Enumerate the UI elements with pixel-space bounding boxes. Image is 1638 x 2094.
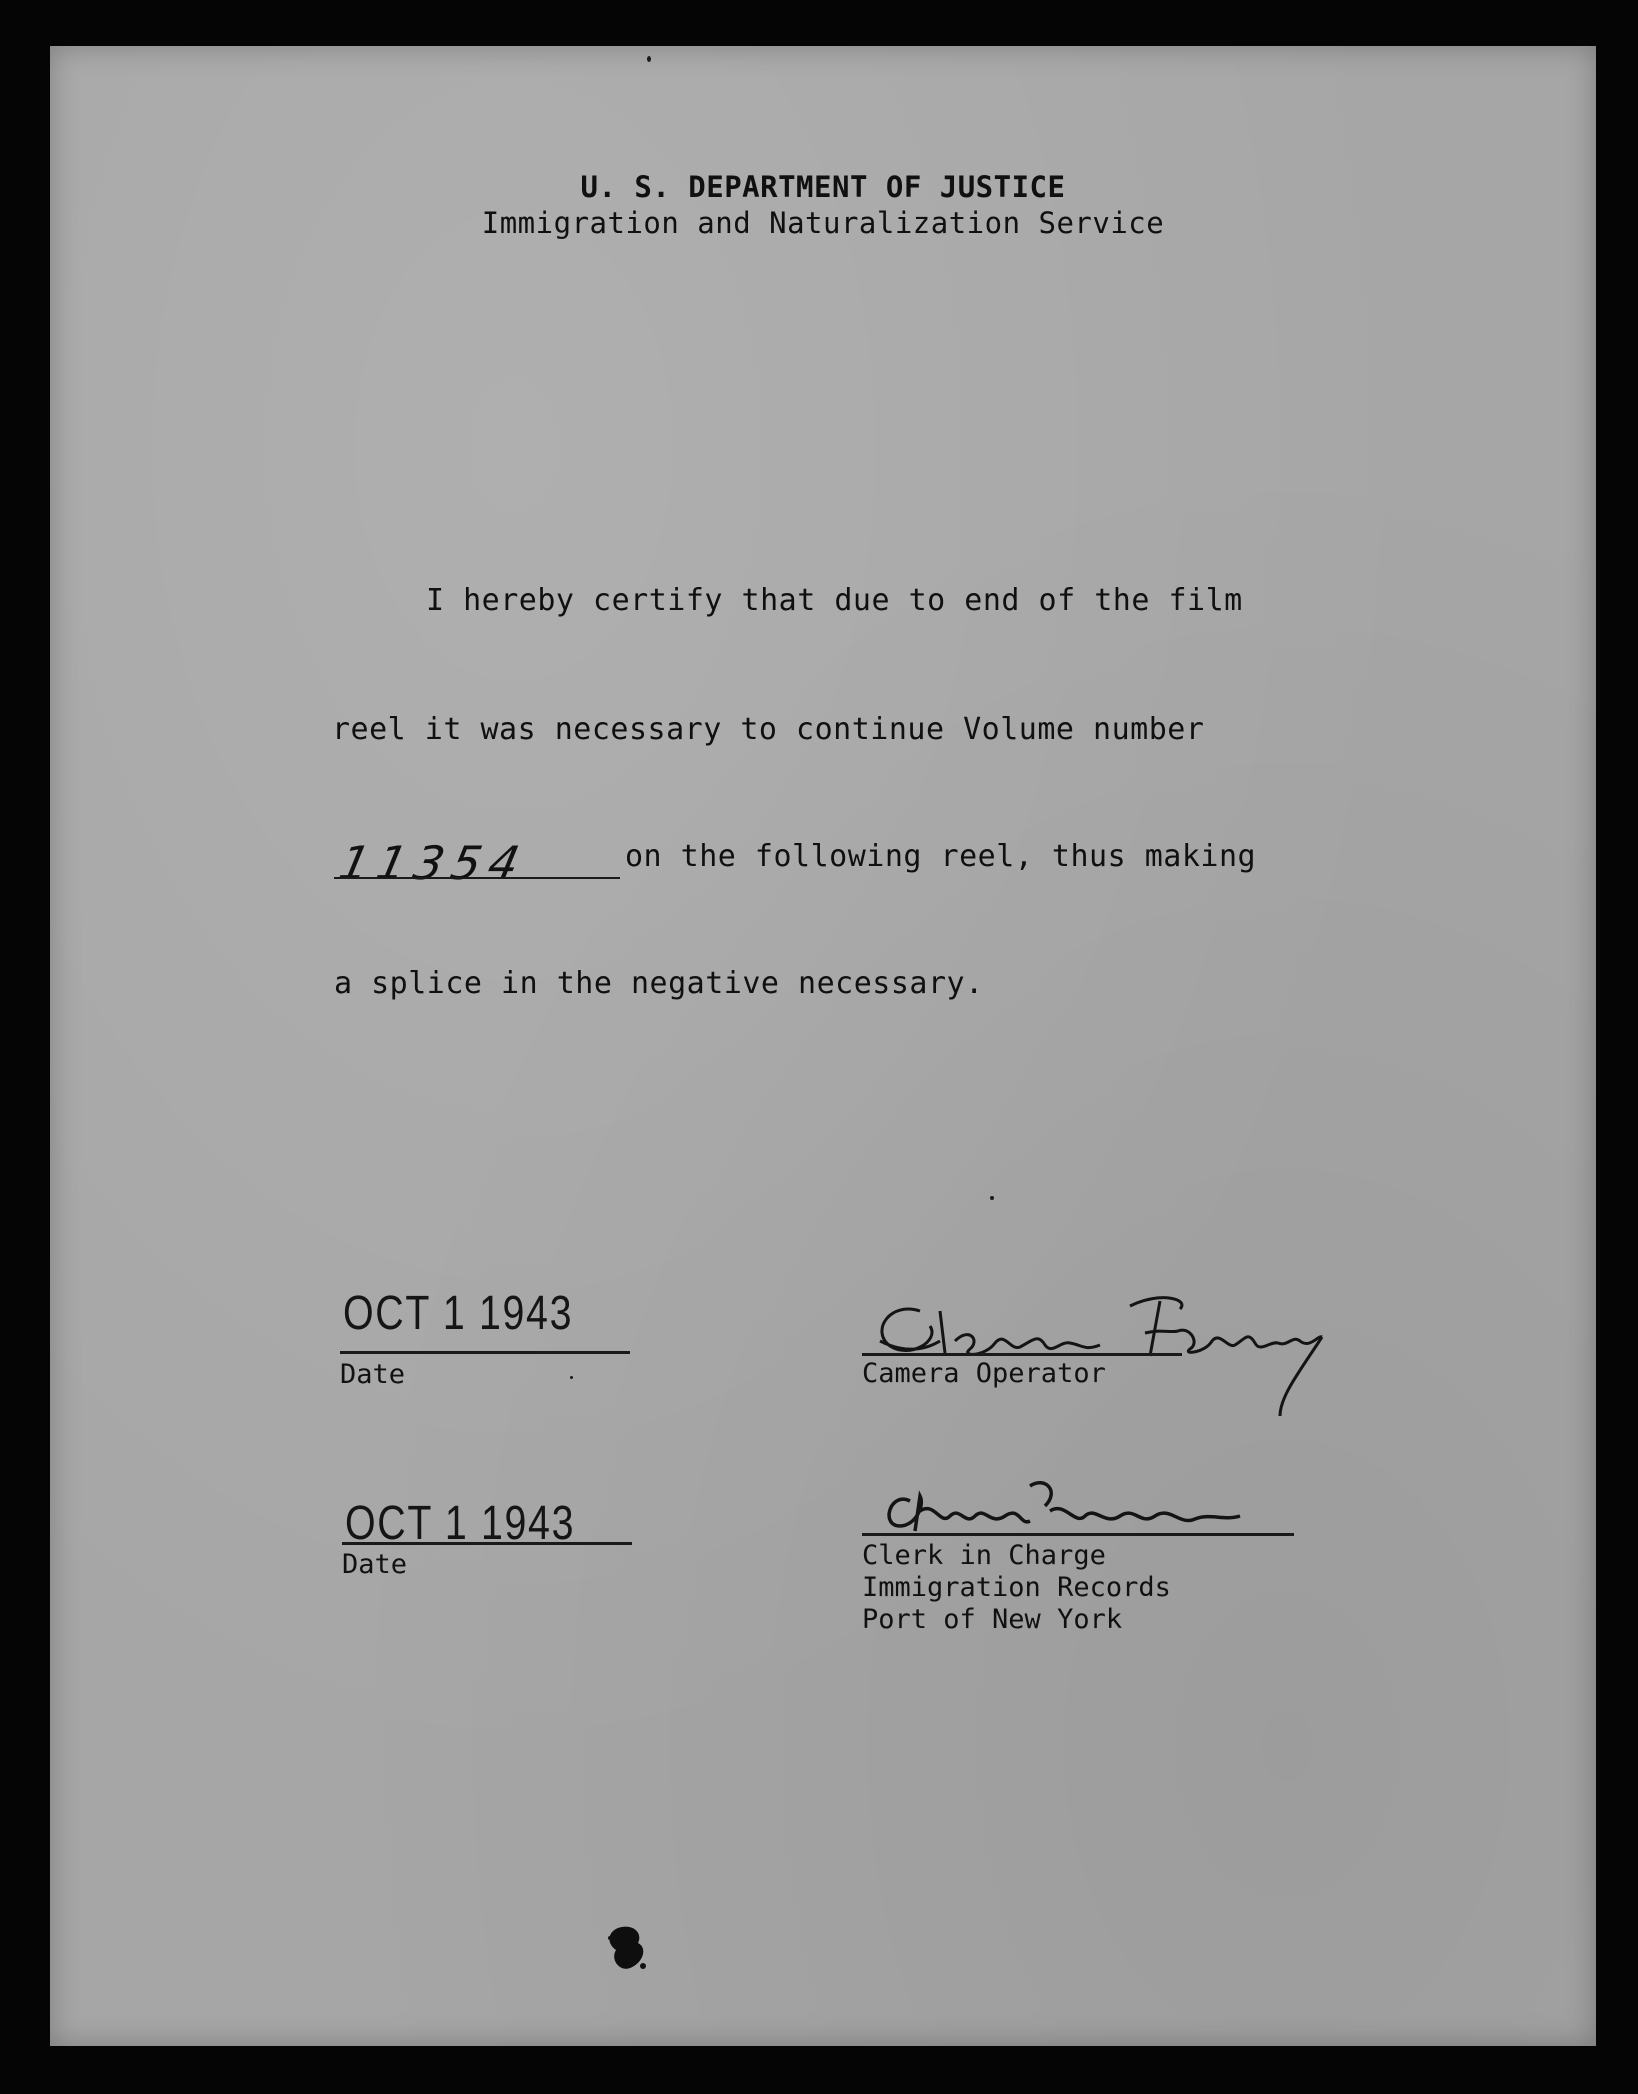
- certification-line-3: on the following reel, thus making: [625, 839, 1257, 874]
- clerk-title-line-3: Port of New York: [862, 1604, 1123, 1635]
- department-heading: U. S. DEPARTMENT OF JUSTICE: [580, 170, 1066, 204]
- camera-operator-signature: [860, 1271, 1370, 1421]
- clerk-title-line-1: Clerk in Charge: [862, 1540, 1106, 1571]
- certification-line-4: a splice in the negative necessary.: [334, 966, 984, 1001]
- document-page: [50, 46, 1596, 2046]
- certification-line-1: I hereby certify that due to end of the film: [426, 583, 1243, 618]
- date-label: Date: [342, 1549, 408, 1580]
- dust-speck: [647, 56, 651, 62]
- date-stamp: OCT 1 1943: [345, 1497, 576, 1550]
- dust-speck: [570, 1376, 573, 1379]
- volume-number-handwritten: 11354: [334, 836, 533, 890]
- camera-operator-label: Camera Operator: [862, 1358, 1106, 1389]
- date-stamp: OCT 1 1943: [343, 1287, 574, 1340]
- signature-rule: [862, 1533, 1294, 1536]
- dust-speck: [990, 1196, 994, 1200]
- service-heading: Immigration and Naturalization Service: [481, 206, 1165, 240]
- date-rule: [340, 1351, 630, 1354]
- ink-smudge: [598, 1918, 658, 1978]
- signature-rule: [862, 1353, 1182, 1356]
- date-label: Date: [340, 1359, 406, 1390]
- clerk-title-block: [862, 1540, 1171, 1636]
- certification-line-2: reel it was necessary to continue Volume number: [332, 712, 1205, 747]
- volume-number-rule: [334, 877, 620, 879]
- date-rule: [342, 1542, 632, 1545]
- clerk-title-line-2: Immigration Records: [862, 1572, 1171, 1603]
